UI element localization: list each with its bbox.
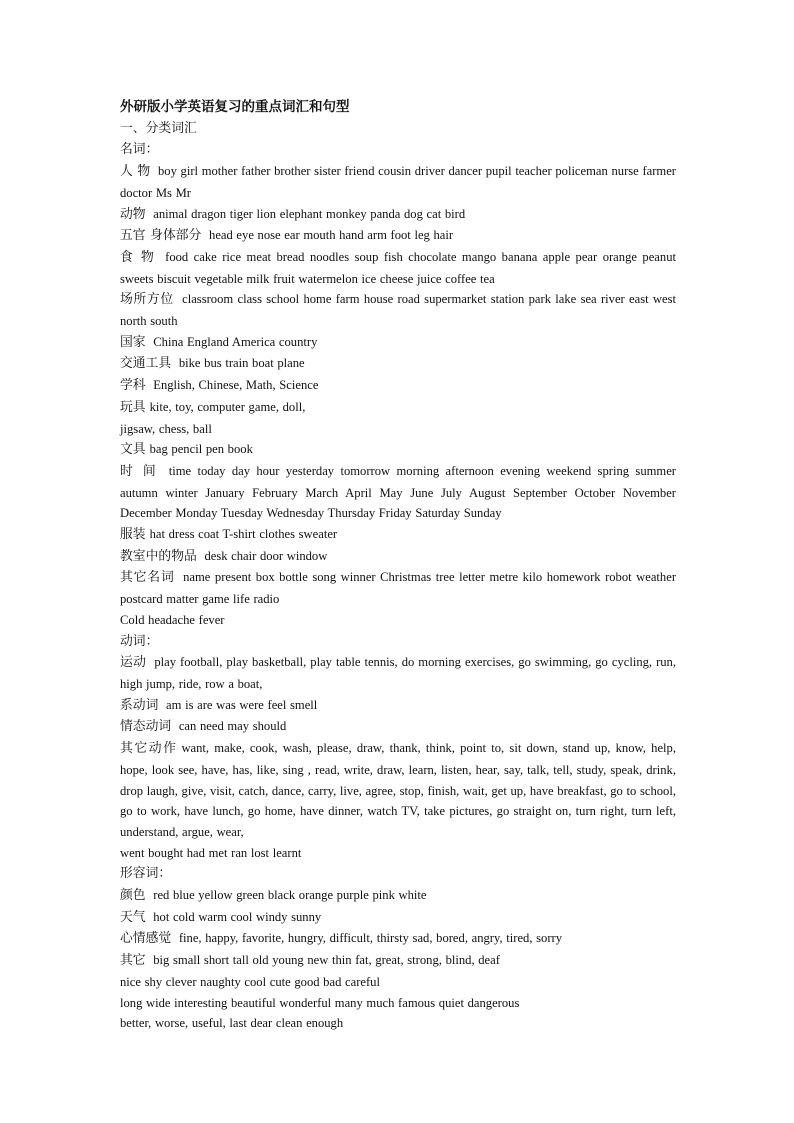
vocab-time-words: time today day hour yesterday tomorrow morning afternoon evening weekend spring summer autumn winter January February March April May June July August September October November December Monday Tuesday Wednesday Thursday Friday Saturday Sunday [120, 463, 676, 521]
adjectives-heading-text: 形容词： [120, 866, 172, 882]
vocab-subjects-words: English, Chinese, Math, Science [153, 378, 319, 393]
document-title: 外研版小学英语复习的重点词汇和句型 [120, 99, 350, 114]
vocab-other-nouns [120, 567, 676, 609]
vocab-feelings-label: 心情感觉 [120, 931, 172, 947]
vocab-classroom-label: 教室中的物品 [120, 548, 197, 564]
vocab-modal-verbs-label: 情态动词 [120, 719, 172, 735]
vocab-countries-words: China England America country [153, 334, 318, 349]
vocab-other-nouns-label: 其它名词 [120, 570, 175, 586]
vocab-classroom [120, 546, 676, 568]
vocab-actions-words: want, make, cook, wash, please, draw, thank, think, point to, sit down, stand up, know, help, hope, look see, have, has, like, sing , read, write, draw, learn, listen, hear, say, talk, tell, study, speak, drink, drop laugh, give, visit, catch, dance, carry, live, agree, stop, finish, wait, get up, have breakfast, go to school, go to work, have lunch, go home, have dinner, watch TV, take pictures, go straight on, turn right, turn left, understand, argue, wear, [120, 741, 676, 839]
vocab-countries [120, 332, 676, 354]
vocab-actions-extra: went bought had met ran lost learnt [120, 845, 302, 860]
vocab-food-label: 食 物 [120, 249, 156, 265]
vocab-transport-words: bike bus train boat plane [178, 356, 305, 371]
vocab-sports-words: play football, play basketball, play table tennis, do morning exercises, go swimming, go cycling, run, high jump, ride, row a boat, [120, 655, 677, 691]
vocab-other-adjectives-extra-1: nice shy clever naughty cool cute good bad careful [120, 974, 380, 989]
section-heading-text: 一、分类词汇 [120, 120, 197, 136]
vocab-colors-words: red blue yellow green black orange purple pink white [153, 888, 427, 903]
vocab-transport-label: 交通工具 [120, 356, 172, 372]
vocab-places-label: 场所方位 [120, 292, 174, 308]
vocab-transport [120, 353, 676, 375]
vocab-other-nouns-words: name present box bottle song winner Christmas tree letter metre kilo homework robot weather postcard matter game life radio [120, 570, 677, 607]
vocab-colors-label: 颜色 [120, 888, 146, 904]
vocab-subjects [120, 375, 676, 397]
vocab-stationery-words: bag pencil pen book [149, 442, 253, 457]
vocab-colors [120, 885, 676, 907]
vocab-places-words: classroom class school home farm house road supermarket station park lake sea river east west north south [120, 292, 676, 329]
vocab-countries-label: 国家 [120, 334, 146, 350]
nouns-heading [120, 139, 676, 161]
vocab-feelings-words: fine, happy, favorite, hungry, difficult, thirsty sad, bored, angry, tired, sorry [178, 931, 563, 946]
vocab-time-label: 时 间 [120, 463, 159, 479]
vocab-food [120, 247, 676, 289]
vocab-subjects-label: 学科 [120, 378, 146, 394]
vocab-sports-label: 运动 [120, 655, 147, 671]
vocab-animals-label: 动物 [120, 206, 146, 222]
vocab-other-adjectives-words: big small short tall old young new thin fat, great, strong, blind, deaf [153, 953, 500, 968]
vocab-people [120, 161, 676, 203]
verbs-heading-text: 动词： [120, 633, 159, 649]
vocab-linking-verbs-label: 系动词 [120, 697, 159, 713]
vocab-feelings [120, 928, 676, 950]
nouns-heading-text: 名词： [120, 142, 159, 158]
vocab-actions [120, 738, 676, 843]
vocab-weather [120, 907, 676, 929]
vocab-food-words: food cake rice meat bread noodles soup fish chocolate mango banana apple pear orange peanut sweets biscuit vegetable milk fruit watermelon ice cheese juice coffee tea [120, 249, 676, 286]
vocab-modal-verbs [120, 716, 676, 738]
vocab-toys-label: 玩具 [120, 399, 146, 415]
vocab-people-words: boy girl mother father brother sister friend cousin driver dancer pupil teacher policeman nurse farmer doctor Ms Mr [120, 164, 676, 200]
vocab-other-adjectives [120, 950, 676, 972]
vocab-clothes-words: hat dress coat T-shirt clothes sweater [149, 527, 338, 542]
vocab-actions-label: 其它动作 [120, 741, 178, 757]
vocab-clothes [120, 524, 676, 546]
vocab-sports [120, 652, 676, 694]
vocab-animals [120, 204, 676, 226]
vocab-linking-verbs [120, 695, 676, 717]
vocab-toys [120, 397, 676, 419]
vocab-time [120, 461, 676, 524]
vocab-other-nouns-extra: Cold headache fever [120, 612, 225, 627]
vocab-classroom-words: desk chair door window [204, 548, 328, 563]
vocab-other-adjectives-extra-2: long wide interesting beautiful wonderful many much famous quiet dangerous [120, 995, 520, 1010]
vocab-people-label: 人 物 [120, 164, 151, 180]
vocab-stationery-label: 文具 [120, 442, 146, 458]
verbs-heading [120, 631, 676, 653]
vocab-other-adjectives-extra-3: better, worse, useful, last dear clean enough [120, 1016, 344, 1031]
section-heading [120, 118, 676, 140]
vocab-toys-words: kite, toy, computer game, doll, [149, 399, 306, 414]
vocab-weather-label: 天气 [120, 909, 146, 925]
vocab-body-label: 五官 身体部分 [120, 228, 202, 244]
vocab-toys-extra: jigsaw, chess, ball [120, 421, 212, 436]
adjectives-heading [120, 863, 676, 885]
vocab-other-adjectives-label: 其它 [120, 953, 146, 969]
vocab-modal-verbs-words: can need may should [178, 719, 287, 734]
vocab-clothes-label: 服装 [120, 527, 146, 543]
vocab-animals-words: animal dragon tiger lion elephant monkey panda dog cat bird [153, 206, 466, 221]
vocab-linking-verbs-words: am is are was were feel smell [166, 697, 318, 712]
vocab-stationery [120, 439, 676, 461]
vocab-body-words: head eye nose ear mouth hand arm foot leg hair [209, 228, 454, 243]
document-page [120, 97, 676, 1034]
vocab-weather-words: hot cold warm cool windy sunny [153, 909, 322, 924]
vocab-body [120, 225, 676, 247]
vocab-places [120, 289, 676, 331]
